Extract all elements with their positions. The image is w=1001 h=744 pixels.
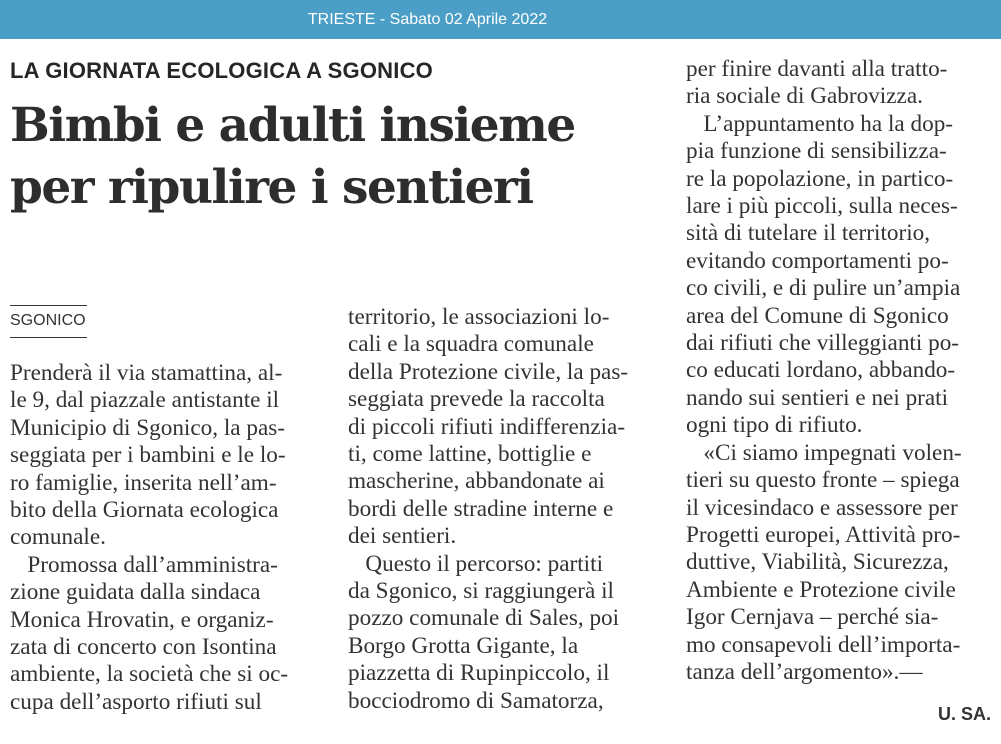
article-text-line: evitando comportamenti po- [686, 247, 949, 274]
article-text-line: piazzetta di Rupinpiccolo, il [348, 660, 610, 687]
article-text-line: seggiata prevede la raccolta [348, 386, 605, 413]
article-text-line: area del Comune di Sgonico [686, 302, 949, 329]
headline-line: per ripulire i sentieri [10, 160, 533, 215]
article-text-line: pia funzione di sensibilizza- [686, 138, 947, 165]
article-text-line: duttive, Viabilità, Sicurezza, [686, 549, 949, 576]
article-text-line: Borgo Grotta Gigante, la [348, 632, 579, 659]
header-date-text: TRIESTE - Sabato 02 Aprile 2022 [307, 11, 548, 28]
article-text-line: ambiente, la società che si oc- [10, 661, 289, 688]
article-text-line: lare i più piccoli, sulla neces- [686, 193, 958, 220]
article-text-line: seggiata per i bambini e le lo- [10, 442, 286, 469]
article-text-line: ria sociale di Gabrovizza. [686, 83, 923, 110]
article-text-line: «Ci siamo impegnati volen- [686, 439, 962, 466]
dateline: SGONICO [10, 312, 86, 329]
article-text-line: dai rifiuti che villeggianti po- [686, 330, 960, 357]
article-text-line: comunale. [10, 524, 106, 551]
article-text-line: bordi delle stradine interne e [348, 495, 614, 522]
article-text-line: bito della Giornata ecologica [10, 497, 279, 524]
article-text-line: della Protezione civile, la pas- [348, 358, 629, 385]
article-text-line: territorio, le associazioni lo- [348, 304, 610, 330]
article-text-line: Prenderà il via stamattina, al- [10, 360, 283, 386]
article-text-line: sità di tutelare il territorio, [686, 220, 931, 247]
article-text-line: per finire davanti alla tratto- [686, 56, 948, 82]
header-bar [0, 0, 1001, 39]
article-column-2 [348, 304, 660, 715]
article-text-line: co civili, e di pulire un’ampia [686, 275, 961, 302]
article-column-1 [10, 360, 315, 716]
article-text-line: tanza dell’argomento».— [686, 658, 923, 685]
article-text-line: il vicesindaco e assessore per [686, 494, 958, 521]
article-text-line: Questo il percorso: partiti [348, 550, 604, 577]
article-text-line: Progetti europei, Attività pro- [686, 521, 961, 548]
headline-line: Bimbi e adulti insieme [10, 98, 575, 153]
article-text-line: zata di concerto con Isontina [10, 634, 277, 661]
article-text-line: ro famiglie, inserita nell’am- [10, 469, 277, 496]
article-text-line: co educati lordano, abbando- [686, 357, 956, 384]
headline [10, 95, 670, 219]
kicker: LA GIORNATA ECOLOGICA A SGONICO [10, 58, 433, 83]
article-text-line: di piccoli rifiuti indifferenzia- [348, 413, 626, 440]
article-text-line: Municipio di Sgonico, la pas- [10, 414, 286, 441]
article-text-line: L’appuntamento ha la dop- [686, 110, 954, 137]
article-text-line: mo consapevoli dell’importa- [686, 631, 961, 658]
article-text-line: Promossa dall’amministra- [10, 551, 278, 578]
article-text-line: re la popolazione, in partico- [686, 165, 954, 192]
article-text-line: le 9, dal piazzale antistante il [10, 387, 280, 414]
article-text-line: nando sui sentieri e nei prati [686, 384, 949, 411]
dateline-rule-bottom [10, 337, 87, 338]
article-text-line: ti, come lattine, bottiglie e [348, 441, 592, 468]
article-text-line: Monica Hrovatin, e organiz- [10, 606, 274, 633]
article-column-3 [686, 56, 996, 686]
author-signature: U. SA. [937, 704, 991, 724]
article-text-line: cupa dell’asporto rifiuti sul [10, 688, 262, 715]
article-text-line: da Sgonico, si raggiungerà il [348, 578, 614, 605]
article-text-line: zione guidata dalla sindaca [10, 579, 261, 606]
article-text-line: cali e la squadra comunale [348, 331, 594, 358]
article-text-line: pozzo comunale di Sales, poi [348, 605, 620, 632]
article-text-line: Ambiente e Protezione civile [686, 576, 956, 603]
article-text-line: mascherine, abbandonate ai [348, 468, 605, 495]
article-text-line: tieri su questo fronte – spiega [686, 467, 960, 494]
dateline-rule-top [10, 305, 87, 306]
article-text-line: ogni tipo di rifiuto. [686, 412, 863, 439]
article-text-line: dei sentieri. [348, 523, 457, 550]
article-text-line: Igor Cernjava – perché sia- [686, 604, 939, 631]
article-text-line: bocciodromo di Samatorza, [348, 687, 604, 714]
